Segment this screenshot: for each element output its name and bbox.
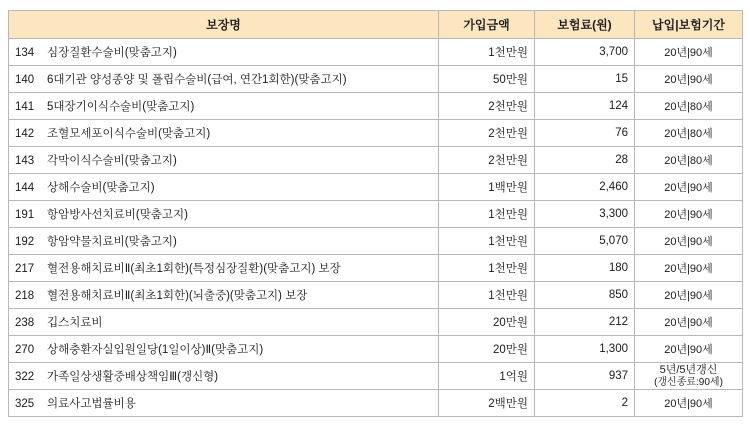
coverage-name-text: 상해수술비(맞춤고지) xyxy=(47,182,155,194)
column-header-amount: 가입금액 xyxy=(439,11,535,39)
table-row xyxy=(9,120,743,147)
cell-premium: 1,300 xyxy=(535,336,635,363)
cell-term: 20년|90세 xyxy=(635,282,743,309)
coverage-name-text: 항암약물치료비(맞춤고지) xyxy=(47,236,177,248)
cell-coverage-name xyxy=(9,363,439,390)
cell-coverage-name xyxy=(9,282,439,309)
term-line-1: 5년/5년갱신 xyxy=(659,363,718,376)
table-row xyxy=(9,201,743,228)
cell-amount: 1억원 xyxy=(439,363,535,390)
coverage-name-text: 5대장기이식수술비(맞춤고지) xyxy=(47,101,195,113)
cell-coverage-name xyxy=(9,309,439,336)
coverage-name-text: 의료사고법률비용 xyxy=(47,398,136,410)
cell-premium: 5,070 xyxy=(535,228,635,255)
cell-coverage-name xyxy=(9,174,439,201)
coverage-code: 142 xyxy=(15,128,35,140)
cell-coverage-name xyxy=(9,66,439,93)
cell-amount: 2천만원 xyxy=(439,147,535,174)
coverage-code: 143 xyxy=(15,155,35,167)
table-row xyxy=(9,66,743,93)
coverage-name-text: 혈전용해치료비Ⅱ(최초1회한)(특정심장질환)(맞춤고지) 보장 xyxy=(47,263,341,275)
cell-premium: 124 xyxy=(535,93,635,120)
cell-premium: 937 xyxy=(535,363,635,390)
coverage-code: 192 xyxy=(15,236,35,248)
coverage-name-text: 각막이식수술비(맞춤고지) xyxy=(47,155,177,167)
cell-term: 20년|90세 xyxy=(635,174,743,201)
coverage-name-text: 6대기관 양성종양 및 폴립수술비(급여, 연간1회한)(맞춤고지) xyxy=(47,74,347,86)
table-row xyxy=(9,39,743,66)
cell-coverage-name xyxy=(9,336,439,363)
cell-amount: 1천만원 xyxy=(439,201,535,228)
cell-term: 20년|90세 xyxy=(635,390,743,417)
cell-term: 20년|80세 xyxy=(635,93,743,120)
coverage-code: 270 xyxy=(15,344,35,356)
cell-amount: 2천만원 xyxy=(439,120,535,147)
cell-amount: 1천만원 xyxy=(439,255,535,282)
table-row xyxy=(9,174,743,201)
cell-premium: 76 xyxy=(535,120,635,147)
cell-amount: 50만원 xyxy=(439,66,535,93)
table-row xyxy=(9,390,743,417)
cell-premium: 212 xyxy=(535,309,635,336)
cell-term xyxy=(635,363,743,390)
cell-premium: 3,300 xyxy=(535,201,635,228)
cell-amount: 1천만원 xyxy=(439,282,535,309)
coverage-name-text: 가족일상생활중배상책임Ⅲ(갱신형) xyxy=(47,371,219,383)
coverage-code: 238 xyxy=(15,317,35,329)
coverage-name-text: 항암방사선치료비(맞춤고지) xyxy=(47,209,188,221)
cell-premium: 3,700 xyxy=(535,39,635,66)
cell-term: 20년|90세 xyxy=(635,39,743,66)
coverage-code: 140 xyxy=(15,74,35,86)
cell-amount: 1천만원 xyxy=(439,39,535,66)
table-row xyxy=(9,228,743,255)
cell-coverage-name xyxy=(9,120,439,147)
coverage-code: 217 xyxy=(15,263,35,275)
cell-amount: 1천만원 xyxy=(439,228,535,255)
coverage-code: 218 xyxy=(15,290,35,302)
cell-term: 20년|90세 xyxy=(635,66,743,93)
table-row xyxy=(9,147,743,174)
cell-term: 20년|90세 xyxy=(635,201,743,228)
cell-term: 20년|80세 xyxy=(635,120,743,147)
cell-premium: 15 xyxy=(535,66,635,93)
cell-term: 20년|90세 xyxy=(635,336,743,363)
coverage-code: 325 xyxy=(15,398,35,410)
table-header-row xyxy=(9,11,743,39)
cell-amount: 20만원 xyxy=(439,336,535,363)
column-header-name: 보장명 xyxy=(9,11,439,39)
coverage-code: 134 xyxy=(15,47,35,59)
cell-coverage-name xyxy=(9,147,439,174)
coverage-name-text: 혈전용해치료비Ⅱ(최초1회한)(뇌출중)(맞춤고지) 보장 xyxy=(47,290,308,302)
cell-coverage-name xyxy=(9,39,439,66)
cell-coverage-name xyxy=(9,201,439,228)
coverage-name-text: 조혈모세포이식수술비(맞춤고지) xyxy=(47,128,211,140)
table-row xyxy=(9,93,743,120)
table-row xyxy=(9,309,743,336)
cell-amount: 1백만원 xyxy=(439,174,535,201)
table-row xyxy=(9,363,743,390)
column-header-premium: 보험료(원) xyxy=(535,11,635,39)
cell-coverage-name xyxy=(9,93,439,120)
cell-coverage-name xyxy=(9,228,439,255)
coverage-code: 322 xyxy=(15,371,35,383)
cell-amount: 20만원 xyxy=(439,309,535,336)
coverage-code: 144 xyxy=(15,182,35,194)
cell-term: 20년|80세 xyxy=(635,147,743,174)
term-line-2: (갱신종료:90세) xyxy=(654,376,723,388)
table-header xyxy=(9,11,743,39)
coverage-code: 141 xyxy=(15,101,35,113)
coverage-name-text: 상해충환자실입원일당(1일이상)Ⅱ(맞춤고지) xyxy=(47,344,264,356)
column-header-term: 납입|보험기간 xyxy=(635,11,743,39)
table-body xyxy=(9,39,743,417)
cell-term: 20년|90세 xyxy=(635,309,743,336)
coverage-name-text: 깁스치료비 xyxy=(47,317,103,329)
table-row xyxy=(9,282,743,309)
cell-amount: 2백만원 xyxy=(439,390,535,417)
cell-premium: 28 xyxy=(535,147,635,174)
cell-term: 20년|90세 xyxy=(635,255,743,282)
coverage-table xyxy=(8,10,743,417)
cell-premium: 180 xyxy=(535,255,635,282)
cell-coverage-name xyxy=(9,255,439,282)
table-row xyxy=(9,336,743,363)
coverage-code: 191 xyxy=(15,209,35,221)
coverage-name-text: 심장질환수술비(맞춤고지) xyxy=(47,47,177,59)
cell-term: 20년|90세 xyxy=(635,228,743,255)
cell-coverage-name xyxy=(9,390,439,417)
cell-premium: 2 xyxy=(535,390,635,417)
table-row xyxy=(9,255,743,282)
cell-premium: 2,460 xyxy=(535,174,635,201)
cell-amount: 2천만원 xyxy=(439,93,535,120)
cell-premium: 850 xyxy=(535,282,635,309)
